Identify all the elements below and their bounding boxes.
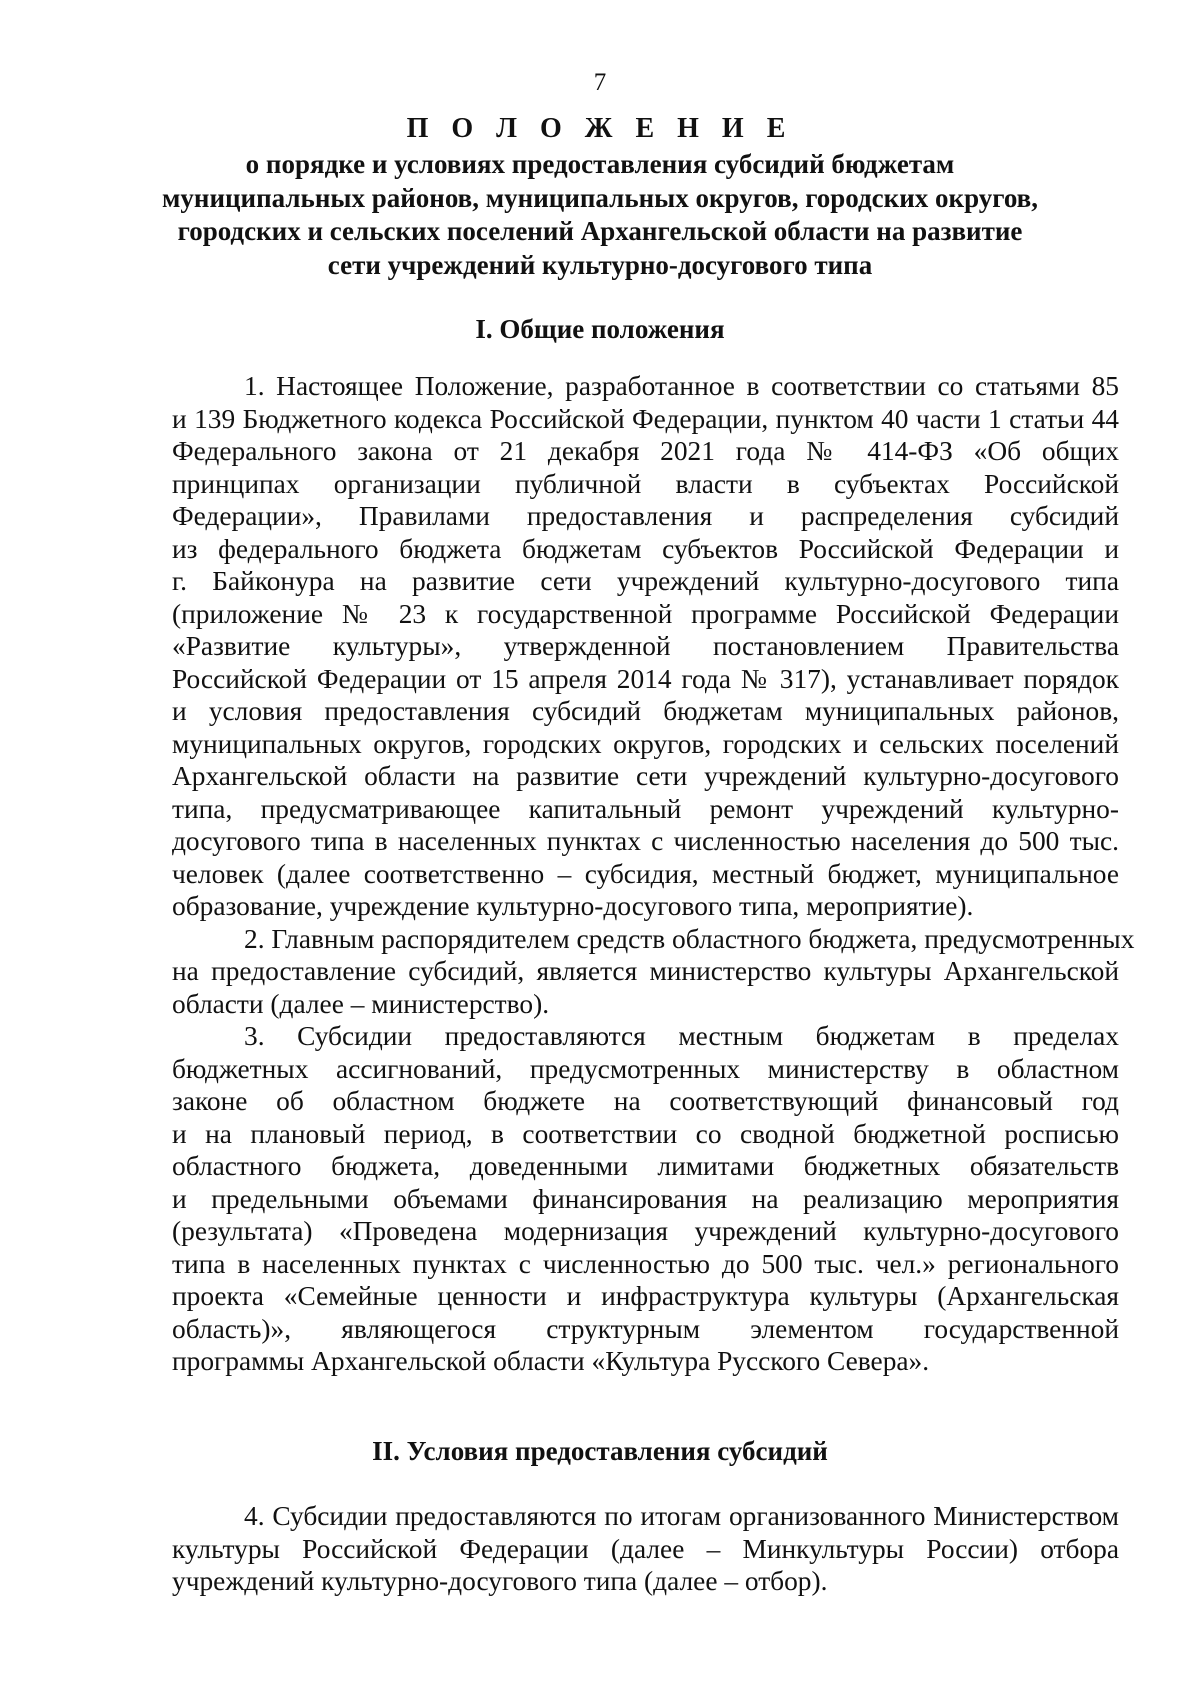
- paragraph-3-line: 3. Субсидии предоставляются местным бюджетам в пределах: [244, 1021, 1119, 1051]
- subtitle-line: городских и сельских поселений Архангельской области на развитие: [177, 216, 1023, 246]
- paragraph-3-line: типа в населенных пунктах с численностью до 500 тыс. чел.» регионального: [172, 1248, 1119, 1279]
- paragraph-1-line: Федерации», Правилами предоставления и распределения субсидий: [172, 501, 1119, 531]
- paragraph-4-line: культуры Российской Федерации (далее – Минкультуры России) отбора: [172, 1533, 1119, 1564]
- document-subtitle: [120, 148, 1080, 282]
- section-conditions-body: [172, 1500, 1119, 1598]
- subtitle-line: о порядке и условиях предоставления субсидий бюджетам: [245, 149, 955, 179]
- paragraph-1-line: 1. Настоящее Положение, разработанное в соответствии со статьями 85: [244, 371, 1119, 401]
- paragraph-4-line: учреждений культурно-досугового типа (далее – отбор).: [172, 1566, 828, 1596]
- section-general-body: [172, 370, 1135, 1378]
- paragraph-1-line: «Развитие культуры», утвержденной постановлением Правительства: [172, 631, 1119, 661]
- paragraph-3-line: законе об областном бюджете на соответствующий финансовый год: [172, 1086, 1119, 1116]
- paragraph-1-line: Федерального закона от 21 декабря 2021 года № 414-ФЗ «Об общих: [172, 436, 1119, 466]
- paragraph-3-line: бюджетных ассигнований, предусмотренных министерству в областном: [172, 1053, 1119, 1084]
- paragraph-3-line: и предельными объемами финансирования на реализацию мероприятия: [172, 1183, 1119, 1214]
- paragraph-1-line: и условия предоставления субсидий бюджетам муниципальных районов,: [172, 696, 1119, 726]
- paragraph-1-line: из федерального бюджета бюджетам субъектов Российской Федерации и: [172, 533, 1119, 564]
- paragraph-1-line: (приложение № 23 к государственной программе Российской Федерации: [172, 598, 1119, 629]
- paragraph-1-line: принципах организации публичной власти в субъектах Российской: [172, 468, 1119, 499]
- subtitle-line: сети учреждений культурно-досугового типа: [327, 249, 873, 280]
- page-number: 7: [593, 69, 607, 96]
- paragraph-3-line: (результата) «Проведена модернизация учреждений культурно-досугового: [172, 1216, 1119, 1246]
- paragraph-2-line: 2. Главным распорядителем средств областного бюджета, предусмотренных: [244, 923, 1135, 954]
- paragraph-1-line: и 139 Бюджетного кодекса Российской Федерации, пунктом 40 части 1 статьи 44: [172, 403, 1119, 434]
- paragraph-4-line: 4. Субсидии предоставляются по итогам организованного Министерством: [244, 1501, 1119, 1531]
- paragraph-1-line: Российской Федерации от 15 апреля 2014 года № 317), устанавливает порядок: [172, 663, 1119, 694]
- paragraph-1-line: досугового типа в населенных пунктах с численностью населения до 500 тыс.: [172, 826, 1119, 856]
- paragraph-1-line: человек (далее соответственно – субсидия, местный бюджет, муниципальное: [172, 858, 1119, 889]
- paragraph-1-line: типа, предусматривающее капитальный ремонт учреждений культурно-: [172, 793, 1119, 824]
- paragraph-1-line: образование, учреждение культурно-досугового типа, мероприятие).: [172, 891, 974, 921]
- paragraph-1-line: г. Байконура на развитие сети учреждений культурно-досугового типа: [172, 566, 1119, 596]
- paragraph-3-line: область)», являющегося структурным элементом государственной: [172, 1313, 1119, 1344]
- paragraph-3-line: и на плановый период, в соответствии со сводной бюджетной росписью: [172, 1118, 1119, 1149]
- paragraph-3-line: областного бюджета, доведенными лимитами бюджетных обязательств: [172, 1151, 1119, 1181]
- paragraph-3-line: проекта «Семейные ценности и инфраструктура культуры (Архангельская: [172, 1281, 1119, 1311]
- paragraph-1-line: Архангельской области на развитие сети учреждений культурно-досугового: [172, 761, 1119, 791]
- paragraph-3-line: программы Архангельской области «Культура Русского Севера».: [172, 1346, 930, 1376]
- subtitle-line: муниципальных районов, муниципальных округов, городских округов,: [162, 182, 1038, 213]
- section-heading-conditions: II. Условия предоставления субсидий: [372, 1436, 828, 1466]
- paragraph-2-line: на предоставление субсидий, является министерство культуры Архангельской: [172, 956, 1119, 986]
- document-title: П О Л О Ж Е Н И Е: [406, 113, 794, 144]
- paragraph-2-line: области (далее – министерство).: [172, 988, 550, 1019]
- section-heading-general: I. Общие положения: [475, 314, 725, 344]
- paragraph-1-line: муниципальных округов, городских округов, городских и сельских поселений: [172, 728, 1119, 759]
